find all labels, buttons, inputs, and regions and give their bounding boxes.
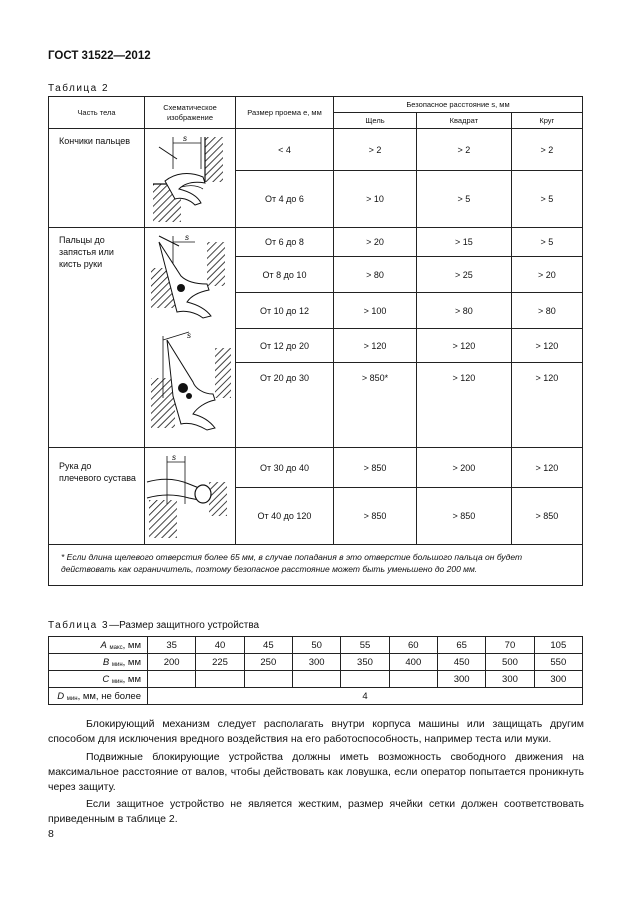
table-footnote-row	[49, 545, 583, 586]
row-label-c: C $_{мин}$, мм	[49, 671, 148, 688]
table3-caption: Таблица 3—Размер защитного устройства	[48, 620, 260, 631]
paragraph: Подвижные блокирующие устройства должны иметь возможность свободного движения на максимальное расстояние от валов, чтобы действовать как ловушка, если оператор попытается проникнуть через защиту.	[48, 751, 584, 793]
svg-text:s: s	[187, 331, 191, 340]
table-row: От 8 до 10 > 80 > 25 > 20	[49, 257, 583, 293]
hand-diagram-icon	[145, 228, 235, 446]
table-row: От 20 до 30 > 850* > 120 > 120	[49, 363, 583, 448]
table2-footnote: * Если длина щелевого отверстия более 65 мм, в случае попадания в это отверстие большого пальца он будет действовать как ограничитель, поэтому безопасное расстояние может быть уменьшено до 200 мм.	[49, 545, 583, 586]
table-row: От 10 до 12 > 100 > 80 > 80	[49, 293, 583, 329]
body-part-fingers-hand: Пальцы до запястья или кисть руки	[49, 228, 145, 448]
col-body-part: Часть тела	[49, 97, 145, 129]
arm-schematic	[145, 448, 236, 545]
body-part-fingertips: Кончики пальцев	[49, 129, 145, 228]
table-row: Рука до плечевого сустава s От 30 до 40 > 850 > 200 > 120	[49, 448, 583, 488]
col-circle: Круг	[511, 113, 582, 129]
col-safe-distance: Безопасное расстояние s, мм	[334, 97, 583, 113]
guard-size-table	[48, 636, 583, 705]
col-opening: Размер проема е, мм	[236, 97, 334, 129]
paragraph: Блокирующий механизм следует располагать внутри корпуса машины или защищать другим способом для исключения вредного воздействия на его работоспособность, например теста или муки.	[48, 718, 584, 745]
table-row: Кончики пальцев s < 4 > 2 > 2 > 2	[49, 129, 583, 171]
col-square: Квадрат	[417, 113, 512, 129]
col-schematic: Схематическое изображение	[145, 97, 236, 129]
hand-schematic	[145, 228, 236, 448]
table-row: A $_{макс}$, мм 35 40 45 50 55 60 65 70 105	[49, 637, 583, 654]
svg-text:s: s	[183, 134, 187, 143]
table2-caption: Таблица 2	[48, 83, 110, 94]
arm-diagram-icon	[145, 448, 235, 544]
table-row: D $_{мин}$, мм, не более 4	[49, 688, 583, 705]
fingertip-diagram-icon	[145, 129, 235, 227]
col-slot: Щель	[334, 113, 417, 129]
svg-text:s: s	[172, 453, 176, 462]
page-number: 8	[48, 828, 54, 840]
table-row: От 12 до 20 > 120 > 120 > 120	[49, 329, 583, 363]
table-row: От 4 до 6 > 10 > 5 > 5	[49, 171, 583, 228]
row-label-b: B $_{мин}$, мм	[49, 654, 148, 671]
table-row: Пальцы до запястья или кисть руки s s От 6 до 8 > 20 > 15 > 5	[49, 228, 583, 257]
safety-distance-table	[48, 96, 583, 586]
body-part-arm-shoulder: Рука до плечевого сустава	[49, 448, 145, 545]
paragraph: Если защитное устройство не является жестким, размер ячейки сетки должен соответствовать приведенным в таблице 2.	[48, 798, 584, 825]
table-row: B $_{мин}$, мм 200 225 250 300 350 400 450 500 550	[49, 654, 583, 671]
document-header: ГОСТ 31522—2012	[48, 50, 151, 62]
fingertip-schematic	[145, 129, 236, 228]
table-row: C $_{мин}$, мм 300 300 300	[49, 671, 583, 688]
svg-text:s: s	[185, 233, 189, 242]
row-label-d: D $_{мин}$, мм, не более	[49, 688, 148, 705]
row-label-a: A $_{макс}$, мм	[49, 637, 148, 654]
table-row: От 40 до 120 > 850 > 850 > 850	[49, 488, 583, 545]
